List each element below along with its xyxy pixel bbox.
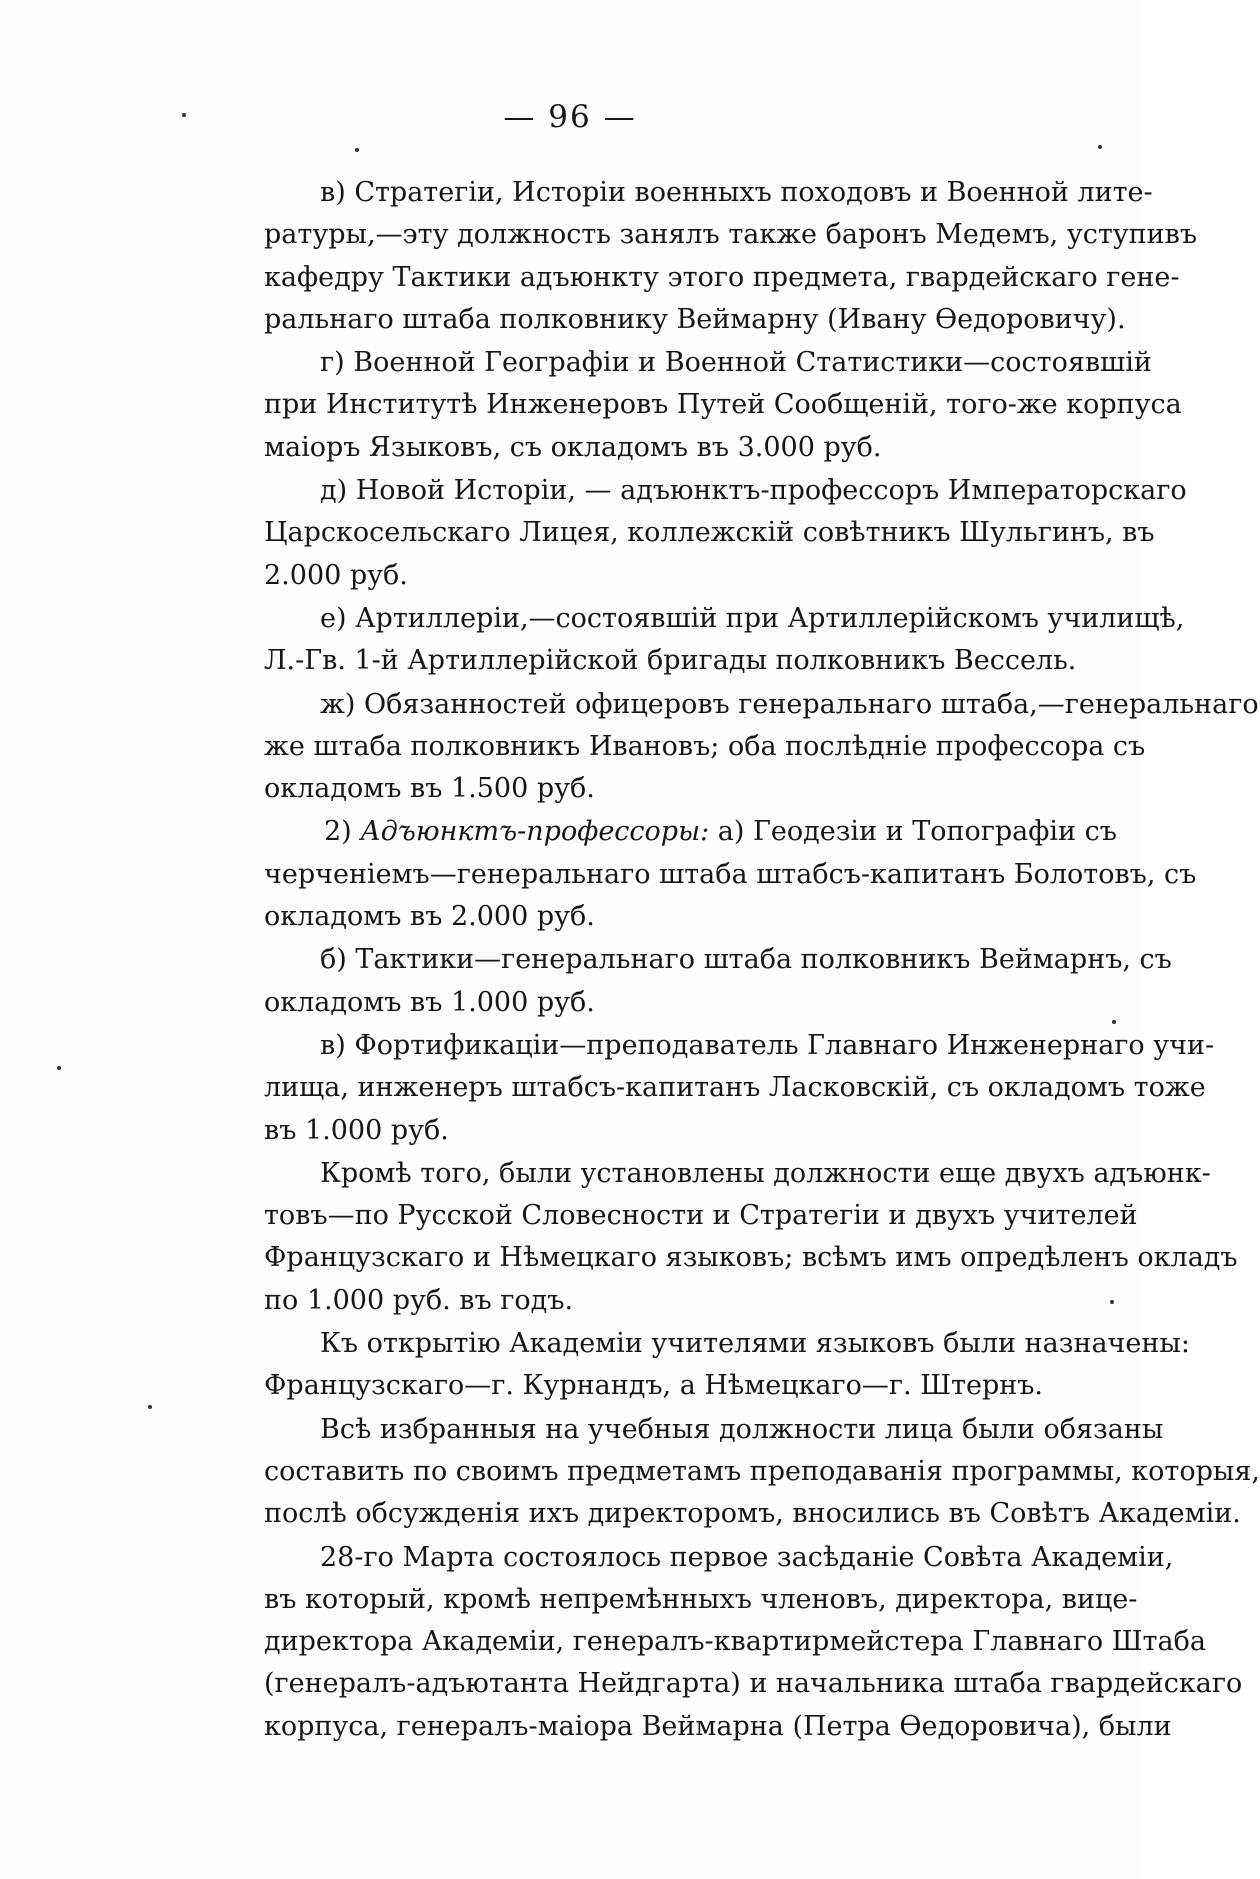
text-line: д) Новой Исторіи, — адъюнктъ-профессоръ Императорскаго [320,475,1187,507]
text-line: Къ открытію Академіи учителями языковъ были назначены: [320,1328,1190,1360]
paragraph-artillery [208,598,1185,683]
text-line: окладомъ въ 2.000 руб. [264,901,595,933]
text-line: лища, инженеръ штабсъ-капитанъ Ласковскій, съ окладомъ тоже [264,1072,1206,1104]
paragraph-new-history [208,470,1187,597]
paragraph-tactics [208,939,1172,1024]
text-line: кафедру Тактики адъюнкту этого предмета, гвардейскаго гене- [264,261,1180,293]
page-number: — 96 — [503,99,637,135]
text-line: черченіемъ—генеральнаго штаба штабсъ-капитанъ Болотовъ, съ [264,858,1197,890]
paragraph-language-teachers [208,1323,1190,1408]
paragraph-staff-duties [208,684,1259,811]
text-line: (генералъ-адъютанта Нейдгарта) и начальника штаба гвардейскаго [264,1668,1243,1700]
text-line: Французскаго—г. Курнандъ, а Нѣмецкаго—г. Штернъ. [264,1370,1043,1402]
paragraph-geography [208,342,1182,469]
scan-speck [1098,145,1102,149]
text-line: послѣ обсужденія ихъ директоромъ, вносились въ Совѣтъ Академіи. [264,1498,1241,1530]
text-line: б) Тактики—генеральнаго штаба полковникъ Веймарнъ, съ [320,944,1172,976]
text-line: товъ—по Русской Словесности и Стратегіи и двухъ учителей [264,1200,1138,1232]
text-line: же штаба полковникъ Ивановъ; оба послѣдніе профессора съ [264,730,1146,762]
text-line: маіоръ Языковъ, съ окладомъ въ 3.000 руб. [264,431,882,463]
paragraph-strategy [208,172,1198,341]
body-text [208,172,1260,1748]
text-line: въ который, кромѣ непремѣнныхъ членовъ, директора, вице- [264,1583,1138,1615]
scan-speck [1110,1300,1114,1304]
scan-speck [355,148,359,152]
paragraph-additional-posts [208,1153,1238,1322]
paragraph-programs [208,1409,1260,1536]
text-line: ратуры,—эту должность занялъ также баронъ Медемъ, уступивъ [264,219,1198,251]
scan-speck [57,1066,61,1070]
paragraph-first-council-meeting [208,1537,1243,1748]
text-line: в) Стратегіи, Исторіи военныхъ походовъ и Военной лите- [320,177,1153,208]
text-line: окладомъ въ 1.000 руб. [264,986,595,1018]
text-line: г) Военной Географіи и Военной Статистики—состоявшій [320,347,1152,379]
text-line: е) Артиллеріи,—состоявшій при Артиллерійскомъ училищѣ, [320,602,1185,634]
text-line: окладомъ въ 1.500 руб. [264,773,595,805]
text-line: 2.000 руб. [264,559,408,591]
text-line: 28-го Марта состоялось первое засѣданіе Совѣта Академіи, [320,1541,1174,1573]
text-line: корпуса, генералъ-маіора Веймарна (Петра Ѳедоровича), были [264,1710,1172,1742]
text-line [208,811,1117,853]
section-heading-italic: Адъюнктъ-профессоры: [360,816,710,848]
list-number: 2) [324,816,352,848]
text-line: по 1.000 руб. въ годъ. [264,1284,574,1316]
scan-speck [148,1405,152,1409]
text-line: Л.-Гв. 1-й Артиллерійской бригады полковникъ Вессель. [264,645,1077,677]
text-line: ж) Обязанностей офицеровъ генеральнаго штаба,—генеральнаго [320,688,1259,720]
text-line-remainder: а) Геодезіи и Топографіи съ [717,816,1117,848]
text-line: въ 1.000 руб. [264,1114,449,1146]
text-line: в) Фортификаціи—преподаватель Главнаго Инженернаго учи- [320,1029,1215,1061]
paragraph-adjunct-professors [208,811,1197,938]
text-line: составить по своимъ предметамъ преподаванія программы, которыя, [264,1455,1260,1487]
text-line: Кромѣ того, были установлены должности еще двухъ адъюнк- [320,1157,1211,1189]
text-line: директора Академіи, генералъ-квартирмейстера Главнаго Штаба [264,1626,1206,1658]
text-line: Французскаго и Нѣмецкаго языковъ; всѣмъ имъ опредѣленъ окладъ [264,1242,1238,1274]
text-line: ральнаго штаба полковнику Веймарну (Ивану Ѳедоровичу). [264,303,1126,335]
scan-speck [1112,1020,1116,1024]
paragraph-fortification [208,1025,1215,1152]
text-line: Всѣ избранныя на учебныя должности лица были обязаны [320,1413,1164,1445]
scan-speck [182,113,186,117]
text-line: при Институтѣ Инженеровъ Путей Сообщеній, того-же корпуса [264,389,1182,421]
text-line: Царскосельскаго Лицея, коллежскій совѣтникъ Шульгинъ, въ [264,517,1155,549]
